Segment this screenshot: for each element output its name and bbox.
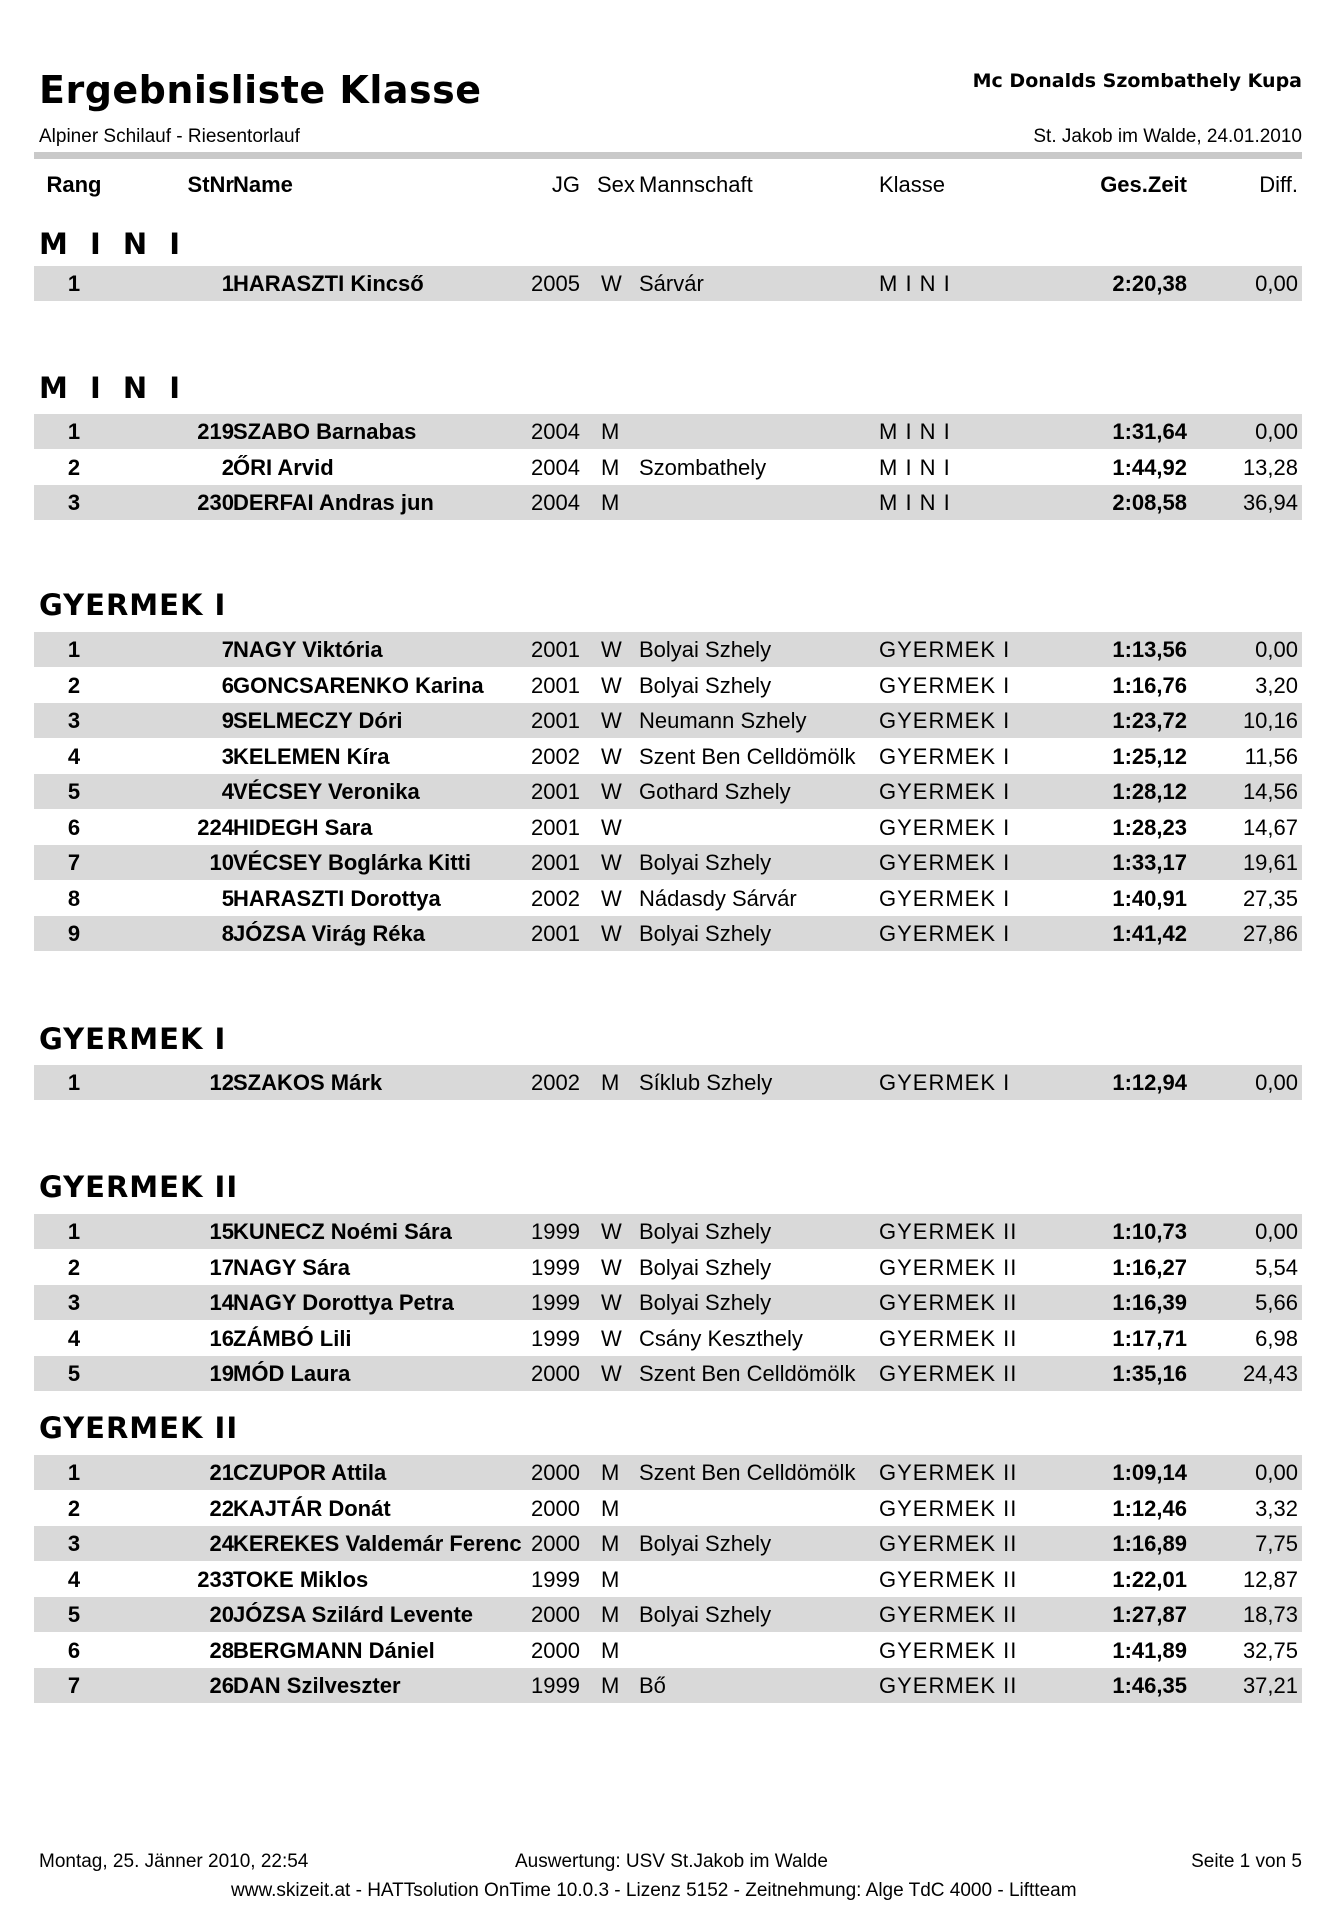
cell-sex: W [601,1254,622,1280]
cell-zeit: 2:20,38 [1112,271,1187,296]
cell-sex: M [601,1495,620,1521]
table-row [34,881,1302,916]
cell-team: Nádasdy Sárvár [639,885,797,911]
col-sex: Sex [597,172,635,197]
cell-stnr: 3 [221,743,234,769]
cell-name: HIDEGH Sara [233,814,373,840]
cell-zeit: 1:35,16 [1112,1361,1187,1386]
cell-zeit: 1:16,76 [1112,672,1187,698]
cell-stnr: 1 [221,271,234,296]
cell-sex: W [601,850,622,875]
cell-jg: 2004 [531,490,580,515]
cell-klasse: GYERMEK I [879,637,1011,662]
cell-rang: 2 [67,1254,81,1280]
cell-klasse: GYERMEK II [879,1254,1018,1280]
cell-klasse: GYERMEK II [879,1361,1018,1386]
table-row [34,774,1302,809]
cell-zeit: 1:12,94 [1112,1070,1187,1095]
table-row [34,1214,1302,1249]
cell-zeit: 1:31,64 [1112,419,1187,444]
cell-stnr: 5 [221,885,234,911]
cell-team: Bolyai Szhely [639,1290,772,1315]
cell-zeit: 1:22,01 [1112,1566,1187,1592]
footer-evaluation: Auswertung: USV St.Jakob im Walde [515,1851,828,1872]
cell-stnr: 16 [209,1325,234,1351]
cell-zeit: 1:27,87 [1112,1602,1187,1627]
col-zeit: Ges.Zeit [1100,172,1187,197]
cell-klasse: GYERMEK II [879,1673,1018,1698]
cell-jg: 1999 [531,1325,580,1351]
cell-rang: 8 [67,885,81,911]
cell-stnr: 224 [197,814,234,840]
cell-team: Bolyai Szhely [639,850,772,875]
cell-stnr: 219 [197,419,234,444]
cell-diff: 19,61 [1242,850,1298,875]
col-rang: Rang [46,172,102,197]
cell-zeit: 1:23,72 [1112,708,1187,733]
cell-rang: 2 [67,672,81,698]
cell-jg: 2000 [531,1602,580,1627]
footer-printed: Montag, 25. Jänner 2010, 22:54 [39,1851,309,1872]
cell-name: ZÁMBÓ Lili [233,1325,352,1351]
cell-team: Szent Ben Celldömölk [639,743,856,769]
table-row [34,1562,1302,1597]
cell-rang: 4 [67,1566,81,1592]
cell-jg: 2001 [531,708,580,733]
cell-klasse: GYERMEK II [879,1219,1018,1244]
cell-name: ŐRI Arvid [233,454,334,480]
cell-stnr: 15 [209,1219,234,1244]
cell-zeit: 1:46,35 [1112,1673,1187,1698]
cell-team: Bolyai Szhely [639,637,772,662]
cell-sex: W [601,708,622,733]
cell-sex: M [601,419,620,444]
cell-klasse: GYERMEK I [879,1070,1011,1095]
cell-sex: M [601,454,620,480]
cell-sex: W [601,1361,622,1386]
cell-jg: 2002 [531,1070,580,1095]
cell-team: Bolyai Szhely [639,921,772,946]
cell-name: CZUPOR Attila [233,1460,387,1485]
page-title: Ergebnisliste Klasse [39,68,482,112]
cell-name: SZAKOS Márk [233,1070,383,1095]
cell-klasse: GYERMEK I [879,814,1011,840]
cell-sex: M [601,1566,620,1592]
cell-stnr: 7 [221,637,234,662]
cell-diff: 24,43 [1242,1361,1298,1386]
table-row [34,1356,1302,1391]
table-row [34,632,1302,667]
cell-stnr: 12 [209,1070,234,1095]
cell-rang: 4 [67,1325,81,1351]
cell-stnr: 24 [209,1531,234,1556]
cell-name: HARASZTI Kincső [233,271,424,296]
cell-klasse: GYERMEK II [879,1290,1018,1315]
table-row [34,266,1302,301]
cell-klasse: GYERMEK II [879,1602,1018,1627]
cell-stnr: 20 [209,1602,234,1627]
cell-jg: 2000 [531,1531,580,1556]
cell-diff: 0,00 [1255,1070,1298,1095]
cell-sex: W [601,814,622,840]
cell-sex: M [601,490,620,515]
cell-team: Bolyai Szhely [639,1254,772,1280]
cell-sex: M [601,1460,620,1485]
cell-name: KAJTÁR Donát [233,1495,391,1521]
cell-jg: 2004 [531,419,580,444]
cell-sex: W [601,637,622,662]
cell-klasse: GYERMEK I [879,708,1011,733]
cell-zeit: 1:41,89 [1112,1637,1187,1663]
cell-stnr: 6 [221,672,234,698]
cell-stnr: 14 [209,1290,234,1315]
footer-page: Seite 1 von 5 [1191,1851,1302,1872]
cell-jg: 2005 [531,271,580,296]
cell-stnr: 17 [209,1254,234,1280]
cell-diff: 14,67 [1242,814,1298,840]
cell-zeit: 1:25,12 [1112,743,1187,769]
cell-sex: W [601,743,622,769]
cell-stnr: 19 [209,1361,234,1386]
cell-rang: 3 [67,1531,81,1556]
cell-jg: 2000 [531,1460,580,1485]
cell-rang: 5 [67,1602,81,1627]
cell-klasse: GYERMEK II [879,1325,1018,1351]
cell-stnr: 230 [197,490,234,515]
cell-stnr: 233 [197,1566,234,1592]
cell-rang: 9 [67,921,81,946]
cell-team: Sárvár [639,271,704,296]
cell-klasse: GYERMEK I [879,672,1011,698]
cell-klasse: M I N I [879,271,951,296]
cell-name: SZABO Barnabas [233,419,417,444]
cell-klasse: GYERMEK I [879,779,1011,804]
cell-sex: W [601,1219,622,1244]
cell-diff: 7,75 [1255,1531,1298,1556]
cell-jg: 2000 [531,1637,580,1663]
cell-rang: 3 [67,490,81,515]
cell-diff: 37,21 [1242,1673,1298,1698]
cell-name: GONCSARENKO Karina [233,672,484,698]
cell-jg: 2001 [531,850,580,875]
col-klasse: Klasse [879,172,946,197]
cell-jg: 2002 [531,743,580,769]
cell-sex: W [601,779,622,804]
cell-sex: M [601,1602,620,1627]
table-row [34,1597,1302,1632]
table-row [34,810,1302,845]
cell-rang: 7 [67,1673,81,1698]
cell-diff: 36,94 [1242,490,1298,515]
cell-name: HARASZTI Dorottya [233,885,441,911]
cell-diff: 0,00 [1255,1219,1298,1244]
section-title: M I N I [39,371,186,405]
table-row [34,414,1302,449]
cell-rang: 1 [67,1460,81,1485]
cell-rang: 7 [67,850,81,875]
cell-jg: 1999 [531,1673,580,1698]
cell-zeit: 1:44,92 [1112,454,1187,480]
cell-diff: 6,98 [1255,1325,1298,1351]
cell-diff: 5,66 [1255,1290,1298,1315]
cell-jg: 2001 [531,672,580,698]
cell-jg: 2001 [531,637,580,662]
cell-rang: 2 [67,1495,81,1521]
table-row [34,739,1302,774]
cell-klasse: GYERMEK II [879,1531,1018,1556]
cell-klasse: GYERMEK II [879,1566,1018,1592]
section-title: GYERMEK II [39,1411,239,1445]
cell-rang: 3 [67,1290,81,1315]
cell-zeit: 1:16,39 [1112,1290,1187,1315]
cell-sex: W [601,885,622,911]
cell-rang: 3 [67,708,81,733]
cell-name: JÓZSA Virág Réka [233,921,425,946]
cell-name: KELEMEN Kíra [233,743,390,769]
cell-rang: 6 [67,1637,81,1663]
cell-klasse: M I N I [879,454,951,480]
cell-team: Szent Ben Celldömölk [639,1361,856,1386]
cell-zeit: 1:28,23 [1112,814,1187,840]
footer-credits: www.skizeit.at - HATTsolution OnTime 10.0.3 - Lizenz 5152 - Zeitnehmung: Alge TdC 4000 - Liftteam [231,1880,1077,1901]
table-row [34,916,1302,951]
cell-diff: 18,73 [1242,1602,1298,1627]
cell-stnr: 21 [209,1460,234,1485]
cell-team: Szombathely [639,454,767,480]
col-stnr: StNr [187,172,234,197]
cell-sex: M [601,1673,620,1698]
cell-stnr: 4 [221,779,234,804]
table-row [34,668,1302,703]
cell-rang: 4 [67,743,81,769]
table-row [34,1455,1302,1490]
cell-name: BERGMANN Dániel [233,1637,435,1663]
cell-jg: 2002 [531,885,580,911]
cell-name: KUNECZ Noémi Sára [233,1219,452,1244]
cell-klasse: M I N I [879,419,951,444]
cell-zeit: 1:09,14 [1112,1460,1187,1485]
cell-jg: 2000 [531,1361,580,1386]
cell-stnr: 10 [209,850,234,875]
cell-klasse: GYERMEK I [879,743,1011,769]
cell-stnr: 2 [221,454,234,480]
cell-rang: 1 [67,637,81,662]
cell-stnr: 8 [221,921,234,946]
col-diff: Diff. [1259,172,1298,197]
cell-team: Bolyai Szhely [639,1531,772,1556]
cell-sex: W [601,271,622,296]
cell-diff: 0,00 [1255,637,1298,662]
cell-name: KEREKES Valdemár Ferenc [233,1531,522,1556]
cell-stnr: 9 [221,708,234,733]
cell-diff: 3,32 [1255,1495,1298,1521]
cell-stnr: 26 [209,1673,234,1698]
cell-diff: 13,28 [1242,454,1298,480]
cell-team: Bő [639,1673,666,1698]
cell-name: NAGY Dorottya Petra [233,1290,454,1315]
cell-klasse: GYERMEK I [879,850,1011,875]
cell-zeit: 1:16,27 [1112,1254,1187,1280]
cell-rang: 2 [67,454,81,480]
cell-klasse: GYERMEK I [879,921,1011,946]
table-row [34,1285,1302,1320]
cell-rang: 5 [67,1361,81,1386]
cell-zeit: 2:08,58 [1112,490,1187,515]
cell-zeit: 1:33,17 [1112,850,1187,875]
cell-diff: 3,20 [1255,672,1298,698]
cell-name: TOKE Miklos [233,1566,369,1592]
cell-zeit: 1:13,56 [1112,637,1187,662]
table-row [34,1321,1302,1356]
section-title: M I N I [39,227,186,261]
cell-rang: 1 [67,1219,81,1244]
cell-jg: 1999 [531,1219,580,1244]
cell-jg: 1999 [531,1290,580,1315]
col-jg: JG [551,172,580,197]
cell-diff: 5,54 [1255,1254,1298,1280]
cell-name: DERFAI Andras jun [233,490,434,515]
cell-team: Bolyai Szhely [639,1219,772,1244]
cell-jg: 2001 [531,921,580,946]
col-team: Mannschaft [639,172,753,197]
table-row [34,1491,1302,1526]
cell-sex: M [601,1637,620,1663]
cell-zeit: 1:28,12 [1112,779,1187,804]
cell-sex: M [601,1070,620,1095]
table-row [34,1633,1302,1668]
cell-team: Neumann Szhely [639,708,807,733]
cell-name: DAN Szilveszter [233,1673,401,1698]
cell-name: NAGY Viktória [233,637,383,662]
cell-jg: 2001 [531,779,580,804]
cell-zeit: 1:17,71 [1112,1325,1187,1351]
cell-diff: 0,00 [1255,419,1298,444]
cell-rang: 1 [67,271,81,296]
cell-jg: 2000 [531,1495,580,1521]
table-row [34,1250,1302,1285]
cup-name: Mc Donalds Szombathely Kupa [972,70,1302,92]
header-rule [34,152,1302,159]
cell-diff: 0,00 [1255,271,1298,296]
cell-rang: 5 [67,779,81,804]
cell-stnr: 28 [209,1637,234,1663]
cell-name: MÓD Laura [233,1361,351,1386]
cell-klasse: GYERMEK II [879,1637,1018,1663]
discipline-subtitle: Alpiner Schilauf - Riesentorlauf [39,126,300,147]
table-row [34,1526,1302,1561]
table-row [34,845,1302,880]
cell-rang: 1 [67,1070,81,1095]
cell-team: Szent Ben Celldömölk [639,1460,856,1485]
cell-sex: W [601,1290,622,1315]
cell-zeit: 1:16,89 [1112,1531,1187,1556]
cell-jg: 2001 [531,814,580,840]
cell-team: Bolyai Szhely [639,1602,772,1627]
cell-klasse: GYERMEK I [879,885,1011,911]
cell-team: Síklub Szhely [639,1070,773,1095]
cell-zeit: 1:41,42 [1112,921,1187,946]
cell-name: JÓZSA Szilárd Levente [233,1602,474,1627]
cell-jg: 1999 [531,1566,580,1592]
cell-sex: W [601,921,622,946]
cell-jg: 2004 [531,454,580,480]
cell-diff: 32,75 [1242,1637,1298,1663]
cell-sex: W [601,672,622,698]
cell-klasse: GYERMEK II [879,1460,1018,1485]
cell-diff: 27,86 [1242,921,1298,946]
cell-name: VÉCSEY Veronika [233,779,420,804]
table-row [34,450,1302,485]
cell-diff: 12,87 [1242,1566,1298,1592]
cell-team: Csány Keszthely [639,1325,803,1351]
cell-rang: 6 [67,814,81,840]
col-name: Name [233,172,293,197]
cell-diff: 11,56 [1244,743,1298,769]
cell-jg: 1999 [531,1254,580,1280]
table-row [34,1065,1302,1100]
cell-name: SELMECZY Dóri [233,708,403,733]
section-title: GYERMEK I [39,1022,227,1056]
cell-zeit: 1:10,73 [1112,1219,1187,1244]
cell-stnr: 22 [209,1495,234,1521]
cell-klasse: M I N I [879,490,951,515]
cell-rang: 1 [67,419,81,444]
cell-diff: 0,00 [1255,1460,1298,1485]
cell-diff: 27,35 [1242,885,1298,911]
cell-team: Gothard Szhely [639,779,791,804]
cell-zeit: 1:12,46 [1112,1495,1187,1521]
table-row [34,485,1302,520]
cell-diff: 10,16 [1242,708,1298,733]
section-title: GYERMEK II [39,1170,239,1204]
cell-sex: W [601,1325,622,1351]
cell-name: VÉCSEY Boglárka Kitti [233,850,471,875]
table-row [34,703,1302,738]
section-title: GYERMEK I [39,588,227,622]
cell-sex: M [601,1531,620,1556]
cell-zeit: 1:40,91 [1112,885,1187,911]
cell-name: NAGY Sára [233,1254,350,1280]
cell-diff: 14,56 [1242,779,1298,804]
location-date: St. Jakob im Walde, 24.01.2010 [1033,126,1302,147]
cell-team: Bolyai Szhely [639,672,772,698]
table-row [34,1668,1302,1703]
cell-klasse: GYERMEK II [879,1495,1018,1521]
